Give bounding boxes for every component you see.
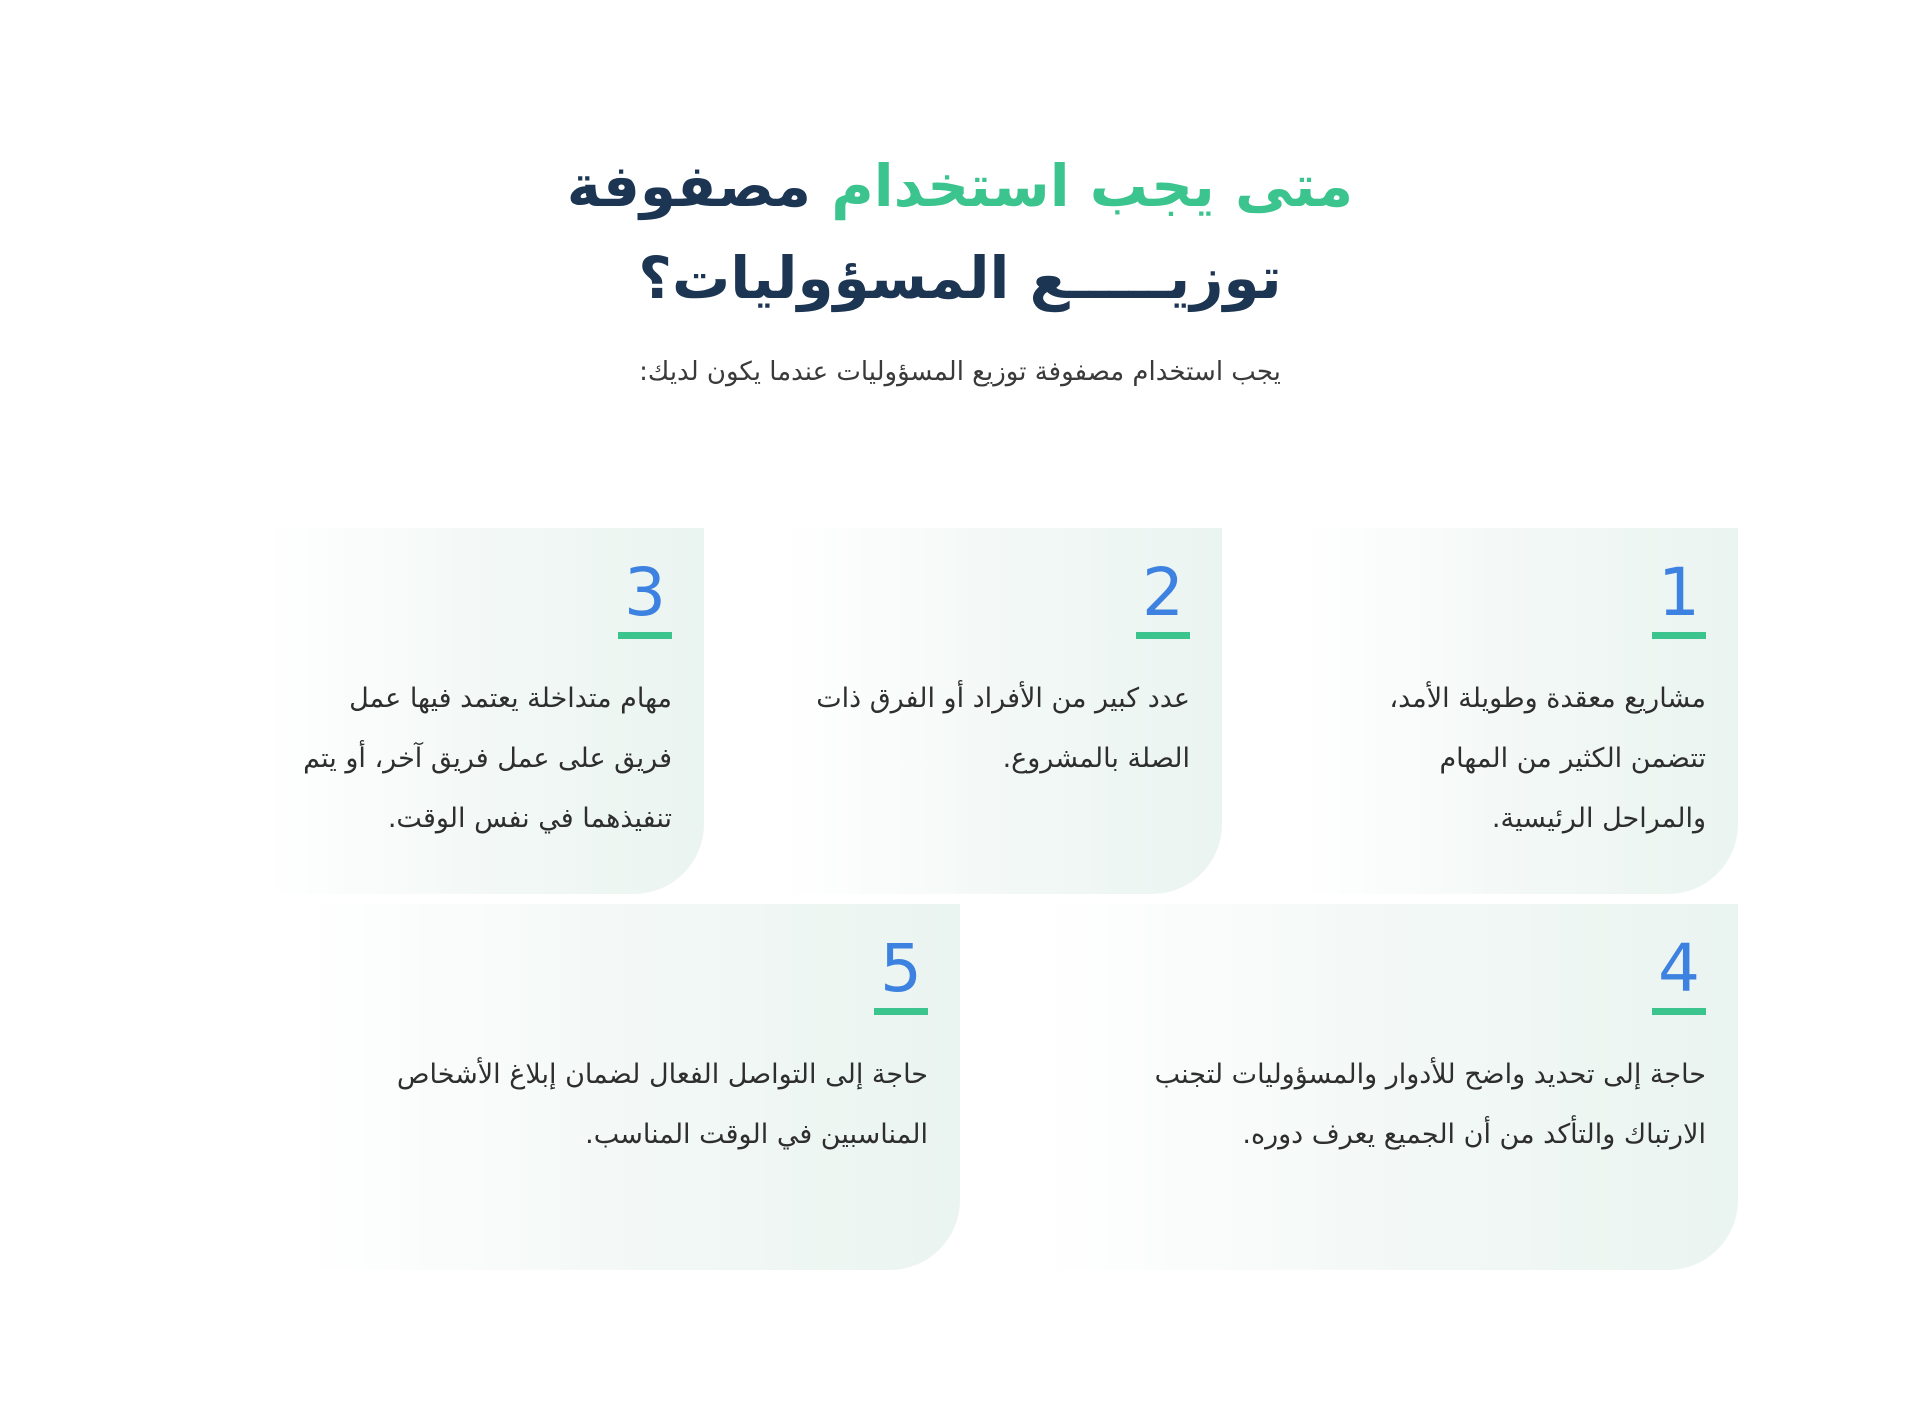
card-text: حاجة إلى تحديد واضح للأدوار والمسؤوليات لتجنب الارتباك والتأكد من أن الجميع يعرف دوره. — [1154, 1059, 1706, 1150]
card-number: 2 — [1136, 556, 1190, 639]
card-5 — [302, 904, 960, 1270]
card-3 — [264, 528, 704, 894]
page-title-line-1 — [0, 140, 1920, 232]
card-4 — [1040, 904, 1738, 1270]
card-number: 4 — [1652, 932, 1706, 1015]
page-title-accent: متى يجب استخدام — [831, 152, 1354, 220]
page-title-line-2: توزيـــــع المسؤوليات؟ — [638, 244, 1282, 312]
page-subtitle: يجب استخدام مصفوفة توزيع المسؤوليات عندما يكون لديك: — [639, 357, 1281, 387]
page-title-rest: مصفوفة — [566, 152, 812, 220]
card-number: 1 — [1652, 556, 1706, 639]
card-number: 3 — [618, 556, 672, 639]
card-text: مشاريع معقدة وطويلة الأمد، تتضمن الكثير من المهام والمراحل الرئيسية. — [1389, 683, 1706, 834]
card-text: عدد كبير من الأفراد أو الفرق ذات الصلة بالمشروع. — [816, 683, 1190, 774]
card-2 — [782, 528, 1222, 894]
card-text: مهام متداخلة يعتمد فيها عمل فريق على عمل فريق آخر، أو يتم تنفيذهما في نفس الوقت. — [303, 683, 672, 834]
card-text: حاجة إلى التواصل الفعال لضمان إبلاغ الأشخاص المناسبين في الوقت المناسب. — [396, 1059, 928, 1150]
card-number: 5 — [874, 932, 928, 1015]
card-1 — [1298, 528, 1738, 894]
